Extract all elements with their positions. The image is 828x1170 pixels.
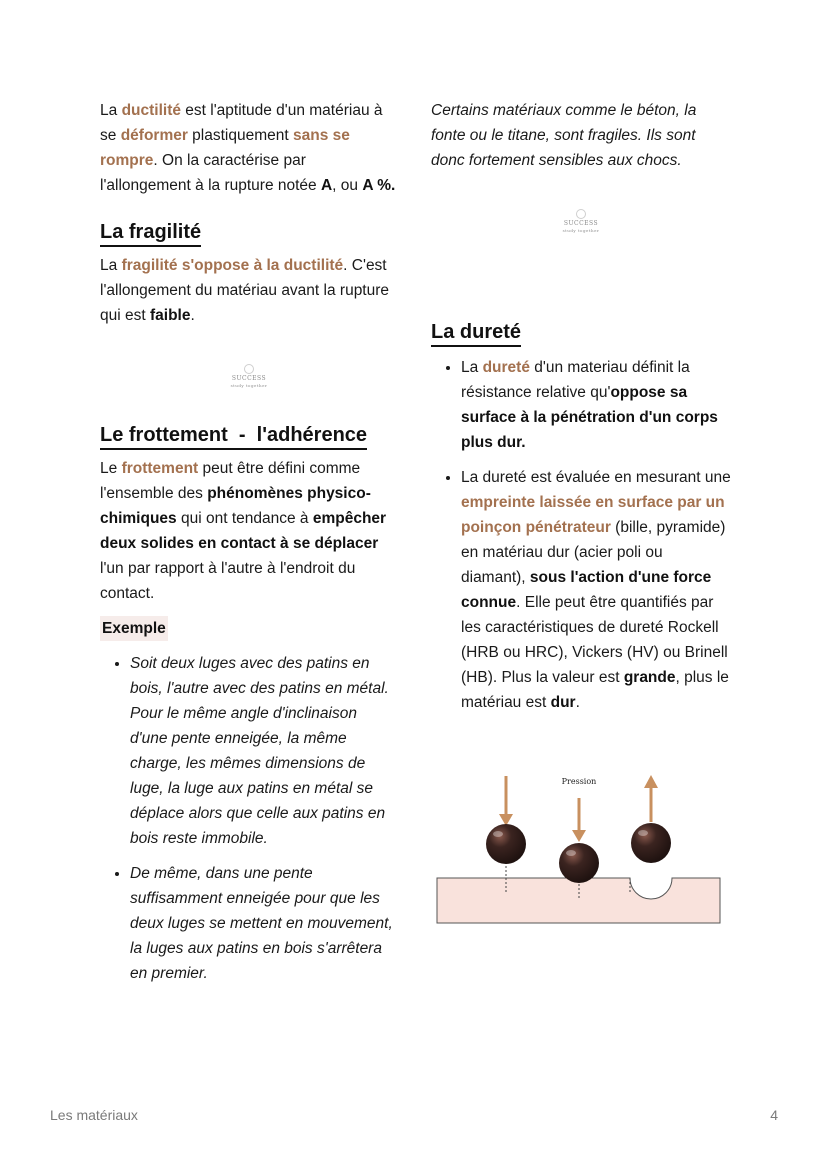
ball-indenter xyxy=(486,824,526,864)
success-logo: SUCCESS study together xyxy=(100,364,398,389)
fragile-examples-paragraph: Certains matériaux comme le béton, la fonte ou le titane, sont fragiles. Ils sont donc fortement sensibles aux chocs. xyxy=(431,102,697,169)
list-item: • La dureté est évaluée en mesurant une empreinte laissée en surface par un poinçon pénétrateur (bille, pyramide) en matériau dur (acier poli ou diamant), sous l'action d'une force connue. Elle peut être quantifiés par les caractéristiques de dureté Rockell (HRB ou HRC), Vickers (HV) ou Brinell (HB). Plus la valeur est grande, plus le matériau est dur. xyxy=(461,465,731,715)
right-column xyxy=(431,98,731,725)
fragilite-heading-wrap xyxy=(100,220,398,247)
fragilite-heading: La fragilité xyxy=(100,220,201,247)
ball-indenter xyxy=(559,843,599,883)
durete-heading: La dureté xyxy=(431,320,521,347)
exemple-list xyxy=(100,651,398,986)
pression-label: Pression xyxy=(561,777,597,786)
exemple-label: Exemple xyxy=(100,616,168,641)
ductilite-paragraph: La ductilité est l'aptitude d'un matériau à se déformer plastiquement sans se rompre. On la caractérise par l'allongement à la rupture notée A, ou A %. xyxy=(100,102,396,194)
frottement-heading: Le frottement - l'adhérence xyxy=(100,423,367,450)
arrow-head-icon xyxy=(644,775,658,788)
frottement-heading-wrap xyxy=(100,423,398,450)
left-column xyxy=(100,98,398,996)
list-item: • De même, dans une pente suffisamment enneigée pour que les deux luges se mettent en mouvement, la luges aux patins en bois s'arrêtera en premier. xyxy=(130,861,398,986)
page-number: 4 xyxy=(770,1107,778,1123)
durete-heading-wrap xyxy=(431,320,731,347)
flame-icon xyxy=(244,364,254,374)
exemple-label-wrap xyxy=(100,616,398,641)
hardness-diagram xyxy=(434,770,724,930)
list-item: • La dureté d'un materiau définit la résistance relative qu'oppose sa surface à la pénétration d'un corps plus dur. xyxy=(461,355,731,455)
fragilite-paragraph: La fragilité s'oppose à la ductilité. C'est l'allongement du matériau avant la rupture qui est faible. xyxy=(100,257,390,324)
ball-indenter xyxy=(631,823,671,863)
list-item: • Soit deux luges avec des patins en bois, l'autre avec des patins en métal. Pour le même angle d'inclinaison d'une pente enneigée, la même charge, les mêmes dimensions de luge, la luge aux patins en métal se déplace alors que celle aux patins en bois reste immobile. xyxy=(130,651,398,851)
footer-title: Les matériaux xyxy=(50,1107,138,1123)
durete-list xyxy=(431,355,731,715)
arrow-head-icon xyxy=(572,830,586,842)
success-logo: SUCCESS study together xyxy=(431,209,731,234)
frottement-paragraph: Le frottement peut être défini comme l'ensemble des phénomènes physico-chimiques qui ont tendance à empêcher deux solides en contact à se déplacer l'un par rapport à l'autre à l'endroit du contact. xyxy=(100,460,387,602)
flame-icon xyxy=(576,209,586,219)
